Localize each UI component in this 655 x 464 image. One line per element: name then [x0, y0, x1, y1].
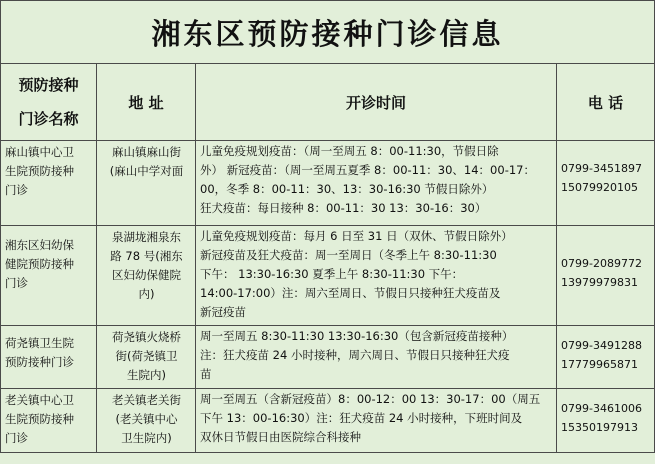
title-cell	[1, 1, 655, 64]
header-clinic-name	[1, 64, 97, 141]
clinic-name-cell	[1, 389, 97, 453]
clinic-name-line: 门诊	[5, 431, 28, 445]
phone-cell	[557, 141, 655, 226]
clinic-name-cell	[1, 226, 97, 326]
header-hours-label: 开诊时间	[345, 93, 406, 112]
clinic-name-line: 麻山镇中心卫	[5, 145, 74, 159]
address-line: (老关镇中心	[115, 412, 178, 426]
header-clinic-name-line1: 预防接种	[18, 76, 79, 94]
phone-line: 0799-3491288	[561, 339, 642, 352]
phone-line: 15079920105	[561, 181, 638, 194]
clinic-name-line: 生院预防接种	[5, 412, 74, 426]
clinic-name-line: 预防接种门诊	[5, 355, 74, 369]
clinic-name-line: 老关镇中心卫	[5, 393, 74, 407]
clinic-name-line: 荷尧镇卫生院	[5, 336, 74, 350]
hours-line: 注：狂犬疫苗 24 小时接种，周六周日、节假日只接种狂犬疫	[200, 348, 510, 362]
hours-line: 周一至周五（含新冠疫苗）8：00-12：00 13：30-17：00（周五	[200, 392, 541, 406]
hours-cell	[196, 389, 557, 453]
hours-line: 外） 新冠疫苗：（周一至周五夏季 8：00-11：30、14：00-17：	[200, 163, 535, 177]
phone-line: 13979979831	[561, 276, 638, 289]
hours-line: 00，冬季 8：00-11：30、13：30-16:30 节假日除外）	[200, 182, 494, 196]
address-line: 生院内)	[127, 368, 166, 382]
hours-line: 狂犬疫苗：每日接种 8：00-11：30 13：30-16：30）	[200, 201, 487, 215]
hours-cell	[196, 326, 557, 389]
clinic-name-line: 生院预防接种	[5, 164, 74, 178]
hours-line: 周一至周五 8:30-11:30 13:30-16:30（包含新冠疫苗接种）	[200, 329, 514, 343]
phone-cell	[557, 389, 655, 453]
hours-line: 儿童免疫规划疫苗：每月 6 日至 31 日（双休、节假日除外）	[200, 229, 513, 243]
table-row	[1, 326, 655, 389]
clinic-name-cell	[1, 326, 97, 389]
table-row	[1, 141, 655, 226]
clinic-name-line: 门诊	[5, 183, 28, 197]
header-row	[1, 64, 655, 141]
table-row	[1, 389, 655, 453]
clinic-name-line: 湘东区妇幼保	[5, 238, 74, 252]
hours-line: 双休日节假日由医院综合科接种	[200, 430, 361, 444]
address-cell	[97, 389, 196, 453]
address-line: 老关镇老关街	[112, 393, 181, 407]
hours-line: 下午 13：00-16:30）注：狂犬疫苗 24 小时接种，下班时间及	[200, 411, 523, 425]
hours-line: 儿童免疫规划疫苗：（周一至周五 8：00-11:30，节假日除	[200, 144, 499, 158]
header-clinic-name-line2: 门诊名称	[18, 110, 79, 128]
address-cell	[97, 226, 196, 326]
clinic-name-cell	[1, 141, 97, 226]
phone-line: 0799-3461006	[561, 402, 642, 415]
hours-line: 14:00-17:00）注：周六至周日、节假日只接种狂犬疫苗及	[200, 286, 501, 300]
clinic-name-line: 门诊	[5, 276, 28, 290]
address-cell	[97, 326, 196, 389]
address-line: 泉湖垅湘泉东	[112, 230, 181, 244]
clinic-name-line: 健院预防接种	[5, 257, 74, 271]
address-line: 路 78 号(湘东	[110, 249, 183, 263]
phone-line: 0799-3451897	[561, 162, 642, 175]
address-line: (麻山中学对面	[109, 164, 184, 178]
phone-line: 17779965871	[561, 358, 638, 371]
title-row	[1, 1, 655, 64]
address-line: 内)	[138, 287, 155, 301]
hours-line: 苗	[200, 367, 212, 381]
phone-line: 15350197913	[561, 421, 638, 434]
header-hours	[196, 64, 557, 141]
header-phone	[557, 64, 655, 141]
header-phone-label: 电 话	[587, 93, 624, 112]
hours-cell	[196, 141, 557, 226]
address-line: 荷尧镇火烧桥	[112, 330, 181, 344]
hours-cell	[196, 226, 557, 326]
address-line: 区妇幼保健院	[112, 268, 181, 282]
phone-cell	[557, 226, 655, 326]
hours-line: 下午： 13:30-16:30 夏季上午 8:30-11:30 下午：	[200, 267, 464, 281]
phone-line: 0799-2089772	[561, 257, 642, 270]
hours-line: 新冠疫苗	[200, 305, 246, 319]
header-address-label: 地 址	[128, 93, 164, 112]
hours-line: 新冠疫苗及狂犬疫苗：周一至周日（冬季上午 8:30-11:30	[200, 248, 497, 262]
address-line: 卫生院内)	[121, 431, 172, 445]
address-line: 麻山镇麻山街	[112, 145, 181, 159]
page-title: 湘东区预防接种门诊信息	[151, 16, 504, 51]
table-row	[1, 226, 655, 326]
address-line: 街(荷尧镇卫	[115, 349, 178, 363]
phone-cell	[557, 326, 655, 389]
address-cell	[97, 141, 196, 226]
header-address	[97, 64, 196, 141]
